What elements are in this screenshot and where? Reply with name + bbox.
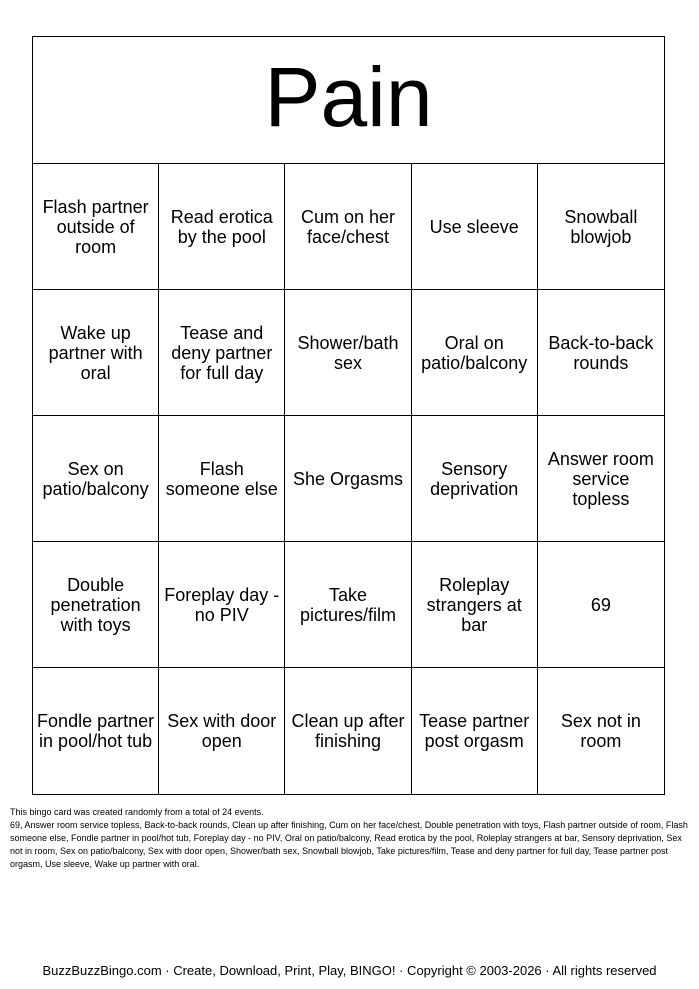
bingo-grid — [33, 164, 664, 794]
title-row — [33, 37, 664, 164]
bingo-cell: Fondle partner in pool/hot tub — [33, 668, 159, 794]
bingo-cell: Double penetration with toys — [33, 542, 159, 668]
bingo-cell: She Orgasms — [285, 416, 411, 542]
bingo-cell: Flash partner outside of room — [33, 164, 159, 290]
bingo-cell: Tease partner post orgasm — [412, 668, 538, 794]
bingo-cell: Answer room service topless — [538, 416, 664, 542]
bingo-cell: Shower/bath sex — [285, 290, 411, 416]
bingo-cell: 69 — [538, 542, 664, 668]
bingo-cell: Take pictures/film — [285, 542, 411, 668]
bingo-cell: Roleplay strangers at bar — [412, 542, 538, 668]
bingo-cell: Sex on patio/balcony — [33, 416, 159, 542]
bingo-cell: Sensory deprivation — [412, 416, 538, 542]
bingo-cell: Wake up partner with oral — [33, 290, 159, 416]
bingo-cell: Cum on her face/chest — [285, 164, 411, 290]
bingo-cell: Foreplay day - no PIV — [159, 542, 285, 668]
bingo-cell: Back-to-back rounds — [538, 290, 664, 416]
bingo-cell: Snowball blowjob — [538, 164, 664, 290]
bingo-cell: Tease and deny partner for full day — [159, 290, 285, 416]
bingo-cell: Clean up after finishing — [285, 668, 411, 794]
bingo-cell: Use sleeve — [412, 164, 538, 290]
bingo-cell: Sex with door open — [159, 668, 285, 794]
bingo-cell: Sex not in room — [560, 711, 641, 751]
bingo-cell: Read erotica by the pool — [159, 164, 285, 290]
footer-summary: This bingo card was created randomly from a total of 24 events. — [10, 807, 264, 817]
footer-events-list: 69, Answer room service topless, Back-to-back rounds, Clean up after finishing, Cum on her face/chest, Double penetration with toys, Flash partner outside of room, Flash someone else, Fondle partner in pool/hot tub, Foreplay day - no PIV, Oral on patio/balcony, Read erotica by the pool, Roleplay strangers at bar, Sensory deprivation, Sex not in room, Sex on patio/balcony, Sex with door open, Shower/bath sex, Snowball blowjob, Take pictures/film, Tease and deny partner for full day, Tease partner post orgasm, Use sleeve, Wake up partner with oral. — [10, 820, 688, 869]
card-title: Pain — [264, 50, 433, 144]
footer-notes — [10, 806, 690, 871]
copyright-line: BuzzBuzzBingo.com · Create, Download, Print, Play, BINGO! · Copyright © 2003-2026 · All rights reserved — [42, 963, 657, 978]
bingo-card — [32, 36, 665, 795]
bingo-cell: Flash someone else — [159, 416, 285, 542]
bingo-cell: Oral on patio/balcony — [412, 290, 538, 416]
